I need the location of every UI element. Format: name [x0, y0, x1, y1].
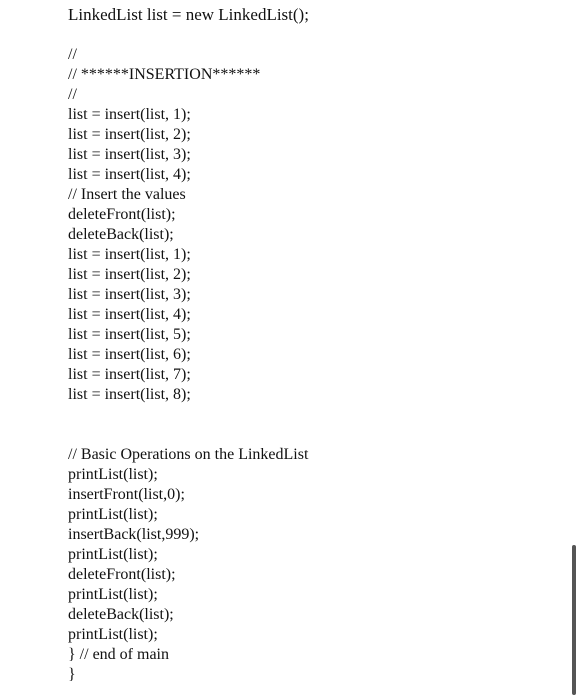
code-line-linkedlist-declaration: LinkedList list = new LinkedList(); — [68, 5, 309, 24]
code-line-end-of-main: } // end of main — [68, 646, 169, 663]
code-line-delete-back: deleteBack(list); — [68, 606, 174, 623]
code-listing — [68, 5, 558, 685]
code-line-insert: list = insert(list, 8); — [68, 386, 191, 403]
code-line-insert-front: insertFront(list,0); — [68, 486, 185, 503]
code-line-print-list: printList(list); — [68, 546, 158, 563]
code-line-closing-brace: } — [68, 666, 76, 683]
code-line-insert: list = insert(list, 5); — [68, 326, 191, 343]
code-line-insert: list = insert(list, 1); — [68, 246, 191, 263]
blank-line — [68, 25, 558, 45]
code-line-insert: list = insert(list, 3); — [68, 146, 191, 163]
code-line-delete-front: deleteFront(list); — [68, 566, 176, 583]
blank-line — [68, 425, 558, 445]
code-line-insert: list = insert(list, 7); — [68, 366, 191, 383]
code-comment-insertion-heading: // ******INSERTION****** — [68, 66, 261, 83]
code-line-delete-front: deleteFront(list); — [68, 206, 176, 223]
code-line-insert: list = insert(list, 4); — [68, 166, 191, 183]
code-line-insert: list = insert(list, 3); — [68, 286, 191, 303]
code-line-insert: list = insert(list, 2); — [68, 126, 191, 143]
code-line-insert-back: insertBack(list,999); — [68, 526, 200, 543]
vertical-scrollbar[interactable] — [570, 0, 578, 700]
scrollbar-thumb[interactable] — [572, 545, 576, 695]
code-line-print-list: printList(list); — [68, 506, 158, 523]
code-comment: // — [68, 86, 77, 103]
code-line-print-list: printList(list); — [68, 586, 158, 603]
code-comment-basic-operations: // Basic Operations on the LinkedList — [68, 446, 309, 463]
blank-line — [68, 405, 558, 425]
code-comment: // — [68, 46, 77, 63]
code-line-insert: list = insert(list, 2); — [68, 266, 191, 283]
code-comment-insert-values: // Insert the values — [68, 186, 186, 203]
code-line-print-list: printList(list); — [68, 626, 158, 643]
code-line-delete-back: deleteBack(list); — [68, 226, 174, 243]
code-line-insert: list = insert(list, 1); — [68, 106, 191, 123]
code-line-print-list: printList(list); — [68, 466, 158, 483]
code-line-insert: list = insert(list, 6); — [68, 346, 191, 363]
code-line-insert: list = insert(list, 4); — [68, 306, 191, 323]
